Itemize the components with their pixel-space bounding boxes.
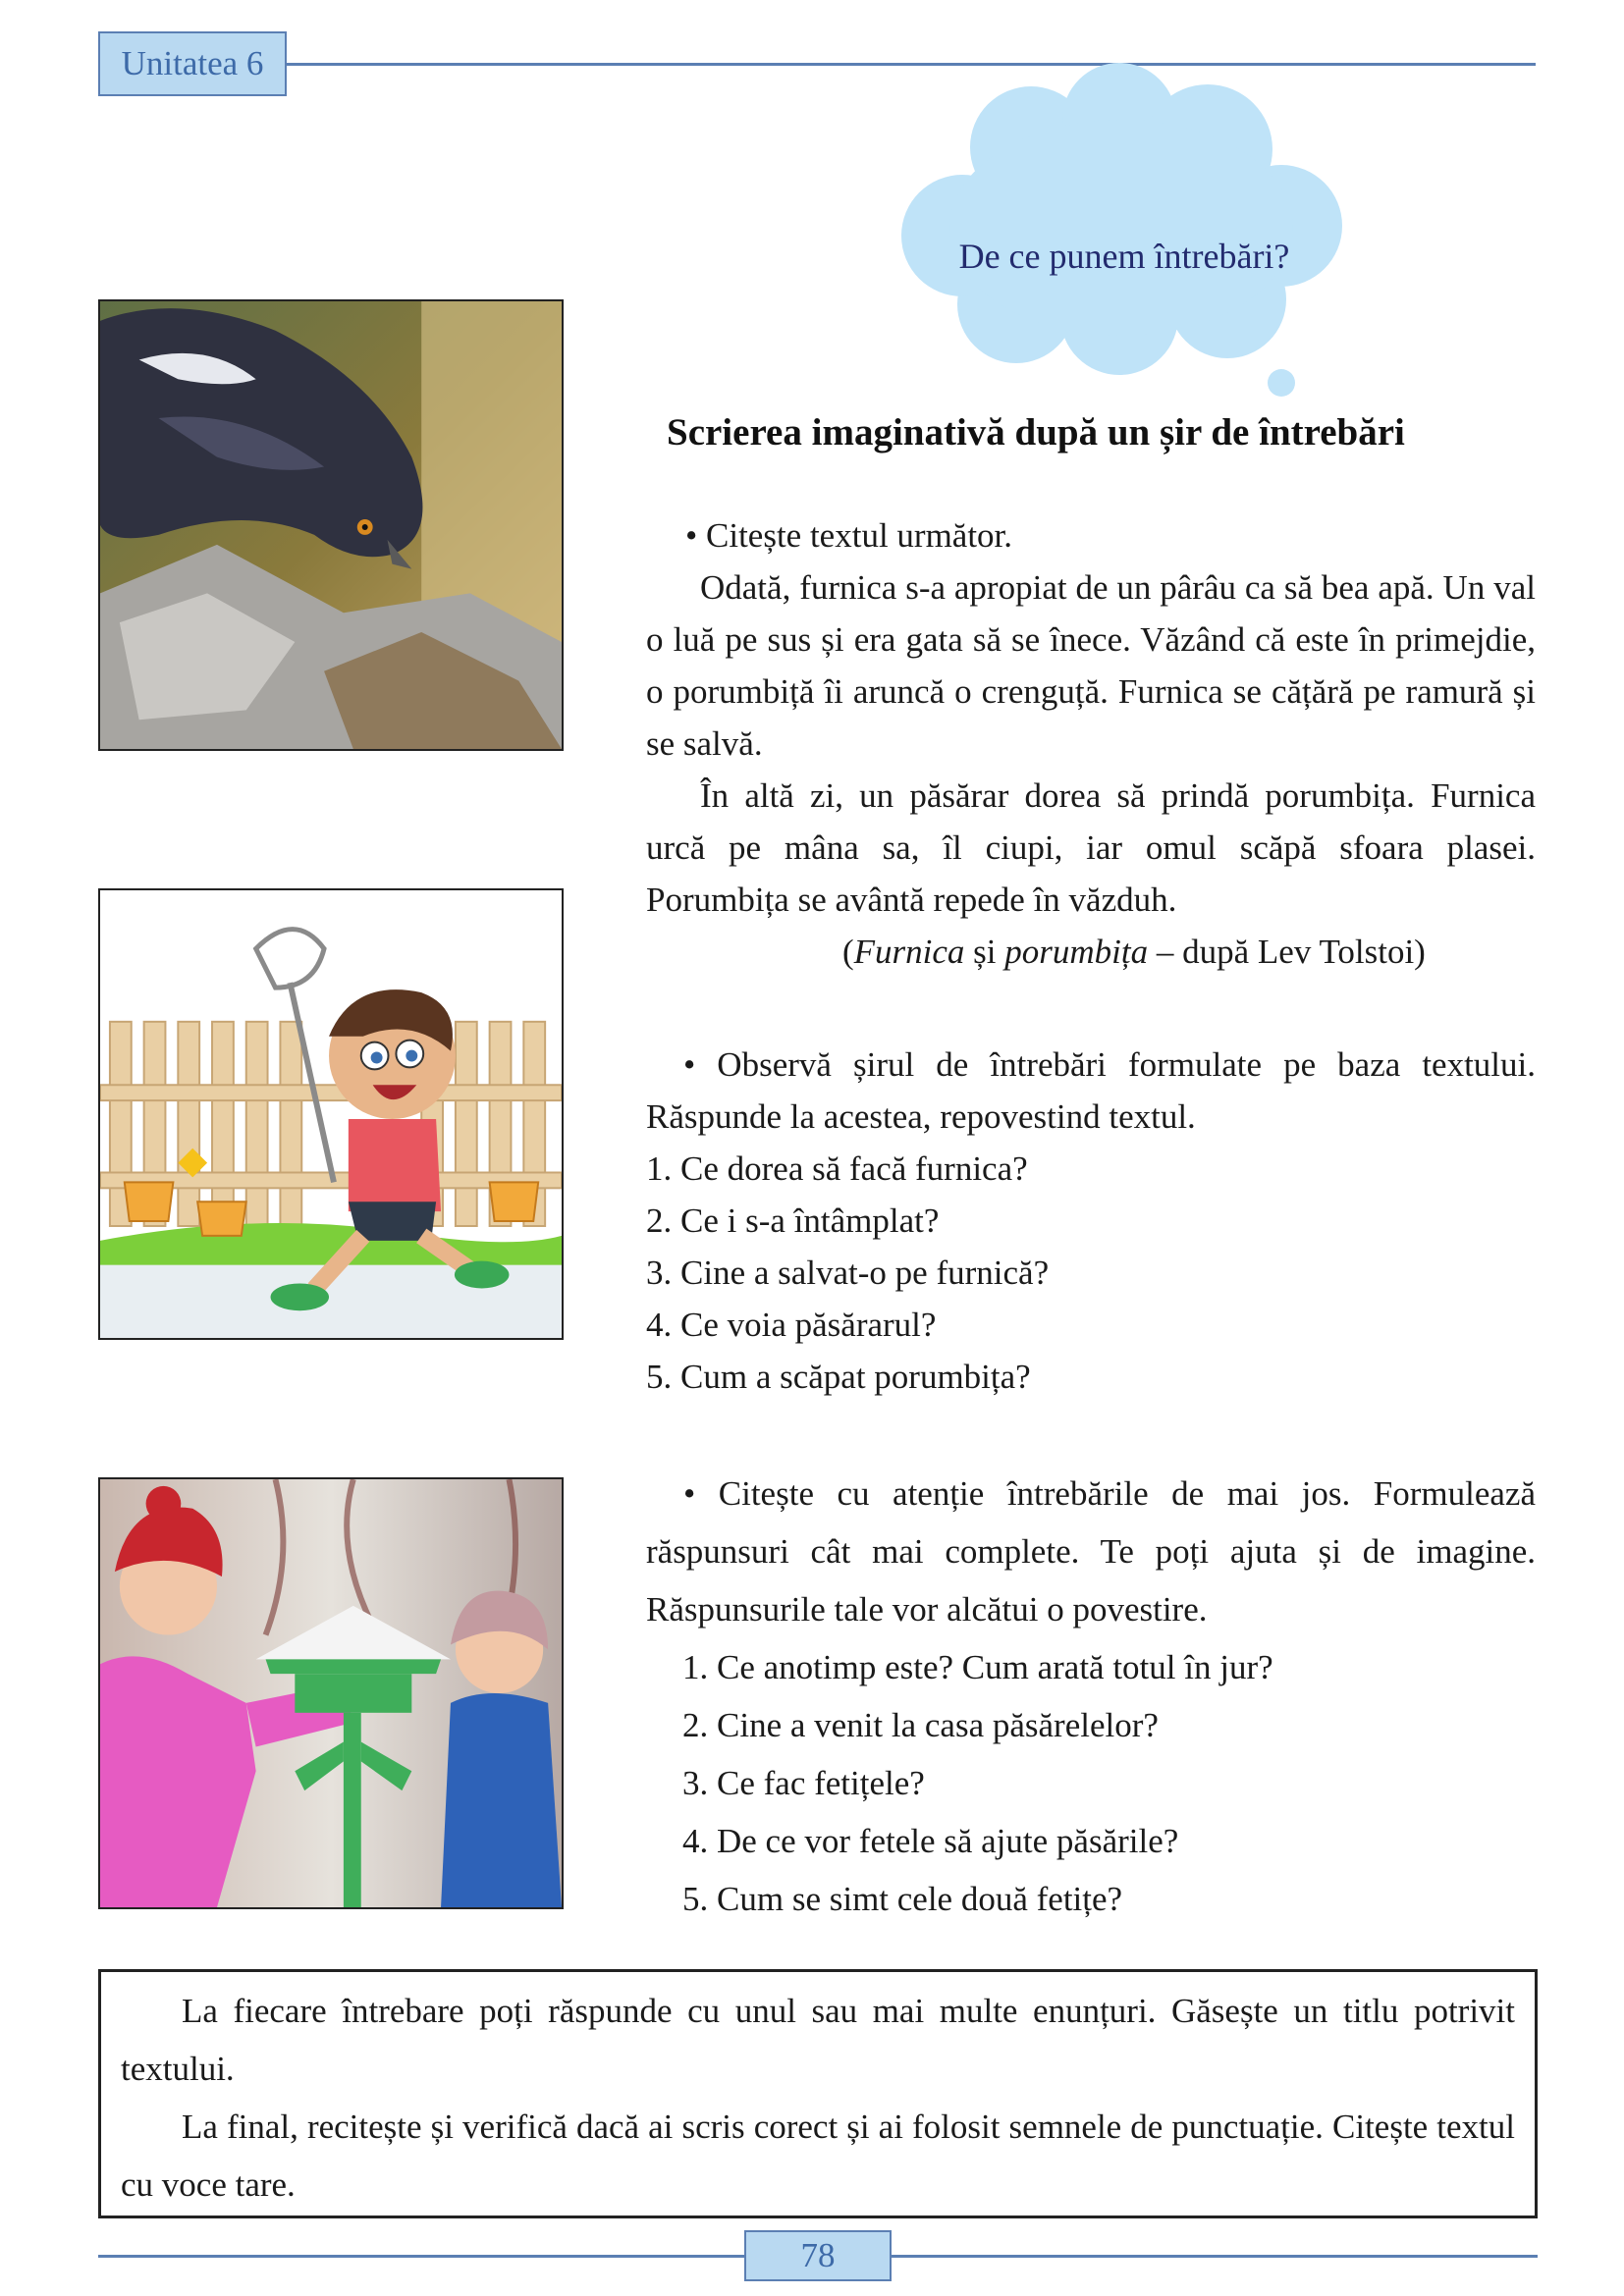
question-item: 3. Ce fac fetițele? [682,1764,925,1802]
question-item: 5. Cum se simt cele două fetițe? [682,1880,1123,1918]
cloud-question: De ce punem întrebări? [958,237,1290,276]
question-item: 5. Cum a scăpat porumbița? [646,1358,1031,1396]
reading-paragraph-2: În altă zi, un păsărar dorea să prindă porumbița. Furnica urcă pe mâna sa, îl ciupi, iar omul scăpă sfoara plasei. Porumbița se avântă repede în văzduh. [646,776,1536,919]
attribution-title-1: Furnica [853,933,965,971]
exercise-1-questions [646,1143,1049,1403]
reading-instruction: • Citește textul următor. [685,516,1013,555]
attribution-conjunction: și [964,933,1005,971]
exercise-2-instruction [646,1465,1536,1638]
question-item: 2. Cine a venit la casa păsărelelor? [682,1706,1159,1744]
question-item: 4. Ce voia păsărarul? [646,1306,937,1344]
pigeon-photo [98,299,564,751]
question-item: 4. De ce vor fetele să ajute păsările? [682,1822,1179,1860]
unit-label: Unitatea 6 [98,31,287,96]
question-item: 1. Ce dorea să facă furnica? [646,1149,1028,1188]
page-number: 78 [744,2230,892,2281]
reading-paragraph-1: Odată, furnica s-a apropiat de un pârâu ca să bea apă. Un val o luă pe sus și era gata să se înece. Văzând că este în primejdie, o porumbiță îi aruncă o crenguță. Furnica se cățără pe ramură și se salvă. [646,568,1536,763]
section-title: Scrierea imaginativă după un șir de întrebări [667,411,1405,454]
exercise-2-text: • Citește cu atenție întrebările de mai jos. Formulează răspunsuri cât mai complete. Te poți ajuta și de imagine. Răspunsurile tale vor alcătui o povestire. [646,1474,1536,1629]
text-attribution [842,933,1426,972]
instructions-box [98,1969,1538,2218]
question-item: 1. Ce anotimp este? Cum arată totul în jur? [682,1648,1273,1686]
box-paragraph-2: La final, recitește și verifică dacă ai scris corect și ai folosit semnele de punctuație. Citește textul cu voce tare. [121,2108,1515,2204]
attribution-open: ( [842,933,854,971]
girls-bird-feeder-photo [98,1477,564,1909]
thought-cloud [893,59,1355,402]
attribution-title-2: porumbița [1004,933,1149,971]
boy-with-net-illustration [98,888,564,1340]
attribution-source: – după Lev Tolstoi) [1148,933,1426,971]
exercise-1-text: • Observă șirul de întrebări formulate pe baza textului. Răspunde la acestea, repovestind textul. [646,1045,1536,1136]
question-item: 3. Cine a salvat-o pe furnică? [646,1254,1050,1292]
exercise-1-instruction [646,1039,1536,1143]
reading-block [646,509,1536,926]
question-item: 2. Ce i s-a întâmplat? [646,1201,940,1240]
box-paragraph-1: La fiecare întrebare poți răspunde cu unul sau mai multe enunțuri. Găsește un titlu potrivit textului. [121,1992,1515,2088]
exercise-2-questions [682,1638,1273,1928]
